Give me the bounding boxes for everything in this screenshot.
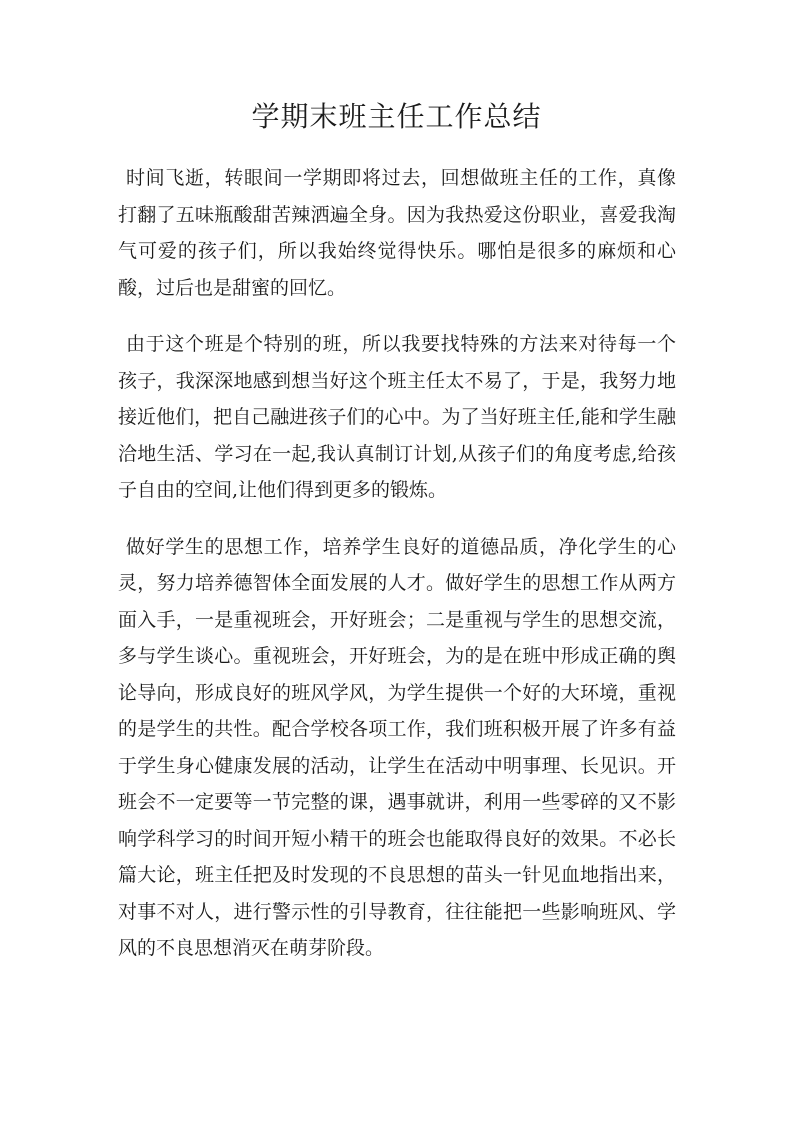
document-title: 学期末班主任工作总结 xyxy=(251,100,542,133)
paragraph-1: 时间飞逝，转眼间一学期即将过去，回想做班主任的工作，真像打翻了五味瓶酸甜苦辣洒遍全身。因为我热爱这份职业，喜爱我淘气可爱的孩子们，所以我始终觉得快乐。哪怕是很多的麻烦和心酸，过后也是甜蜜的回忆。 xyxy=(118,167,676,299)
paragraph-2: 由于这个班是个特别的班，所以我要找特殊的方法来对待每一个孩子，我深深地感到想当好这个班主任太不易了，于是，我努力地接近他们，把自己融进孩子们的心中。为了当好班主任,能和学生融洽地生活、学习在一起,我认真制订计划,从孩子们的角度考虑,给孩子自由的空间,让他们得到更多的锻炼。 xyxy=(118,333,676,501)
paragraph-3: 做好学生的思想工作，培养学生良好的道德品质，净化学生的心灵，努力培养德智体全面发展的人才。做好学生的思想工作从两方面入手，一是重视班会，开好班会；二是重视与学生的思想交流，多与学生谈心。重视班会，开好班会，为的是在班中形成正确的舆论导向，形成良好的班风学风，为学生提供一个好的大环境，重视的是学生的共性。配合学校各项工作，我们班积极开展了许多有益于学生身心健康发展的活动，让学生在活动中明事理、长见识。开班会不一定要等一节完整的课，遇事就讲，利用一些零碎的又不影响学科学习的时间开短小精干的班会也能取得良好的效果。不必长篇大论，班主任把及时发现的不良思想的苗头一针见血地指出来，对事不对人，进行警示性的引导教育，往往能把一些影响班风、学风的不良思想消灭在萌芽阶段。 xyxy=(118,535,676,959)
document-body xyxy=(118,160,676,987)
